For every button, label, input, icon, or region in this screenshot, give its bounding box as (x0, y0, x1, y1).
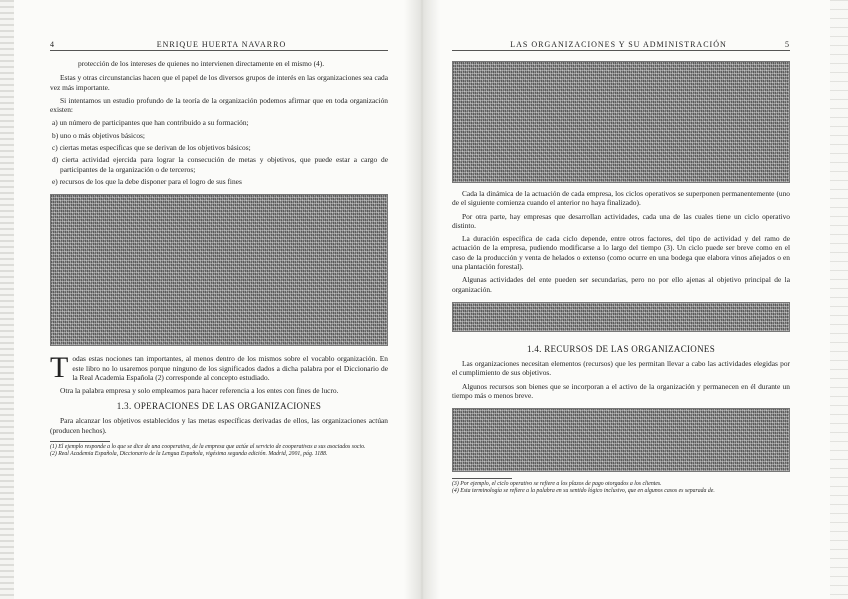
section-heading: 1.4. RECURSOS DE LAS ORGANIZACIONES (526, 343, 715, 354)
running-head-text: ENRIQUE HUERTA NAVARRO (156, 40, 287, 49)
book-gutter (404, 0, 440, 599)
paragraph: Algunas actividades del ente pueden ser secundarias, pero no por ello ajenas al objetivo principal de la organización. (452, 275, 790, 294)
redacted-block (452, 61, 790, 183)
list-item: a) un número de participantes que han contribuido a su formación; (52, 118, 249, 128)
paragraph: La duración específica de cada ciclo depende, entre otros factores, del tipo de actividad y del ramo de actuación de la empresa, pudiendo modificarse a lo largo del tiempo (3). Un ciclo puede ser breve como en el caso de la producción y venta de helados o extenso (como ocurre en una bodega que elabora vinos añejados o en una plantación forestal). (452, 234, 790, 272)
paragraph: Para alcanzar los objetivos establecidos y las metas específicas derivadas de ellos, las organizaciones actúan (producen hechos). (50, 416, 388, 435)
footnote: (3) Por ejemplo, el ciclo operativo se refiere a los plazos de pago otorgados a los clientes. (452, 481, 662, 488)
dropcap-paragraph (50, 351, 388, 385)
running-head-left (50, 40, 388, 51)
redacted-block (452, 408, 790, 472)
paragraph: protección de los intereses de quienes no intervienen directamente en el mismo (4). (78, 59, 325, 68)
paragraph: Estas y otras circunstancias hacen que el papel de los diversos grupos de interés en las organizaciones sea cada vez más importante. (50, 73, 388, 92)
paragraph: Algunos recursos son bienes que se incorporan a el activo de la organización y permanecen en él durante un tiempo más o menos breve. (452, 381, 790, 400)
redacted-block (452, 302, 790, 332)
footnote: (1) El ejemplo responde a lo que se dice de una cooperativa, de la empresa que actúe al servicio de cooperativas a sus asociados socio. (50, 444, 366, 451)
section-heading: 1.3. OPERACIONES DE LAS ORGANIZACIONES (116, 401, 322, 412)
right-page (452, 40, 790, 495)
running-head-text: LAS ORGANIZACIONES Y SU ADMINISTRACIÓN (510, 40, 727, 49)
left-page (50, 40, 388, 458)
list-item: e) recursos de los que la debe disponer para el logro de sus fines (52, 176, 242, 186)
list-item: c) ciertas metas específicas que se derivan de los objetivos básicos; (52, 143, 251, 153)
list-item: b) uno o más objetivos básicos; (52, 130, 145, 140)
footnote-rule (452, 478, 512, 479)
paragraph: Cada la dinámica de la actuación de cada empresa, los ciclos operativos se superponen permanentemente (uno de el siguiente comienza cuando el anterior no haya finalizado). (452, 189, 790, 208)
page-number: 4 (50, 40, 55, 49)
organization-elements-list (50, 118, 388, 186)
paragraph: Otra la palabra empresa y solo empleamos para hacer referencia a los entes con fines de lucro. (60, 386, 339, 396)
paragraph: Si intentamos un estudio profundo de la teoría de la organización podemos afirmar que en toda organización existen: (50, 95, 388, 115)
redacted-block (50, 194, 388, 346)
paragraph: Por otra parte, hay empresas que desarrollan actividades, cada una de las cuales tiene un ciclo operativo distinto. (452, 211, 790, 230)
paragraph: odas estas nociones tan importantes, al menos dentro de los mismos sobre el vocablo organización. En este libro no lo usaremos porque ninguno de los significados dados a dicha palabra por el Diccionario de la Real Academia Española (2) corresponde al concepto estudiado. (72, 354, 388, 382)
list-item: d) cierta actividad ejercida para lograr la consecución de metas y objetivos, que puede estar a cargo de participantes de la organización o de terceros; (52, 155, 388, 174)
footnote-rule (50, 441, 110, 442)
running-head-right (452, 40, 790, 51)
footnote: (4) Esta terminología se refiere a la palabra en su sentido lógico inclusivo, que en algunos casos es separada de. (452, 488, 715, 495)
footnote: (2) Real Academia Española, Diccionario de la Lengua Española, vigésima segunda edición. Madrid, 2001, pág. 1188. (50, 451, 328, 458)
scan-edge-right (830, 0, 848, 599)
scan-edge-left (0, 0, 14, 599)
paragraph: Las organizaciones necesitan elementos (recursos) que les permitan llevar a cabo las actividades elegidas por el cumplimiento de sus objetivos. (452, 358, 790, 378)
dropcap-letter: T (50, 351, 69, 385)
page-number: 5 (785, 40, 790, 49)
